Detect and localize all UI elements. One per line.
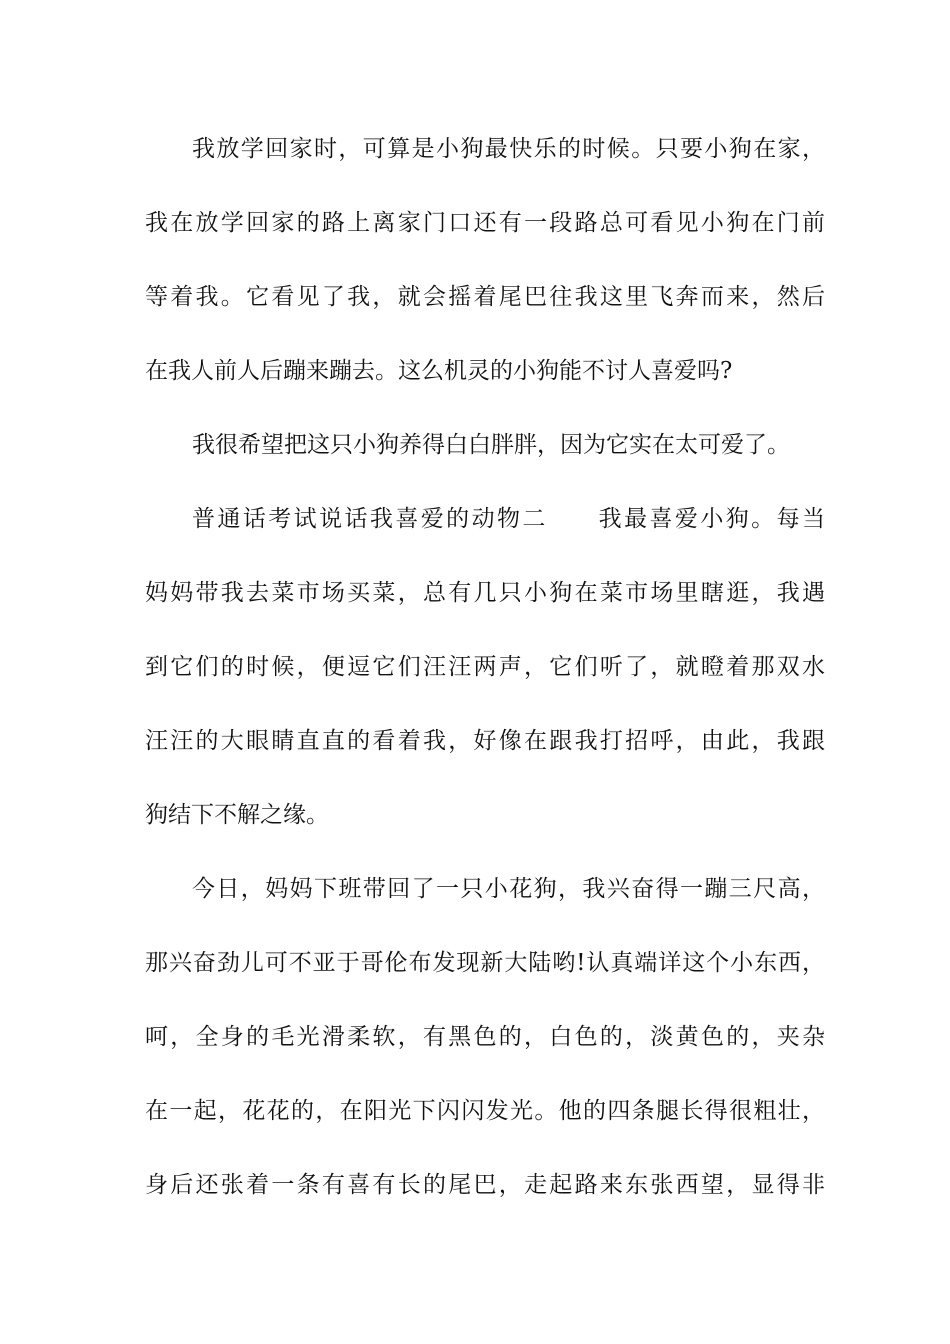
text-line: 在我人前人后蹦来蹦去。这么机灵的小狗能不讨人喜爱吗? [145, 358, 733, 384]
text-line: 今日，妈妈下班带回了一只小花狗，我兴奋得一蹦三尺高， [192, 876, 825, 902]
text-line: 我在放学回家的路上离家门口还有一段路总可看见小狗在门前 [145, 210, 825, 236]
text-line: 呵，全身的毛光滑柔软，有黑色的，白色的，淡黄色的，夹杂 [145, 1024, 825, 1050]
text-line: 身后还张着一条有喜有长的尾巴，走起路来东张西望，显得非 [145, 1172, 825, 1198]
text-line: 那兴奋劲儿可不亚于哥伦布发现新大陆哟!认真端详这个小东西， [145, 950, 825, 976]
text-line: 等着我。它看见了我，就会摇着尾巴往我这里飞奔而来，然后 [145, 284, 825, 310]
text-line: 普通话考试说话我喜爱的动物二 我最喜爱小狗。每当 [192, 506, 825, 532]
text-line: 妈妈带我去菜市场买菜，总有几只小狗在菜市场里瞎逛，我遇 [145, 580, 825, 606]
text-line: 狗结下不解之缘。 [145, 802, 329, 828]
text-line: 到它们的时候，便逗它们汪汪两声，它们听了，就瞪着那双水 [145, 654, 825, 680]
text-line: 在一起，花花的，在阳光下闪闪发光。他的四条腿长得很粗壮， [145, 1098, 825, 1124]
document-body [145, 126, 825, 1236]
text-line: 我放学回家时，可算是小狗最快乐的时候。只要小狗在家， [192, 136, 825, 162]
text-line: 我很希望把这只小狗养得白白胖胖，因为它实在太可爱了。 [192, 432, 790, 458]
text-line: 汪汪的大眼睛直直的看着我，好像在跟我打招呼，由此，我跟 [145, 728, 825, 754]
